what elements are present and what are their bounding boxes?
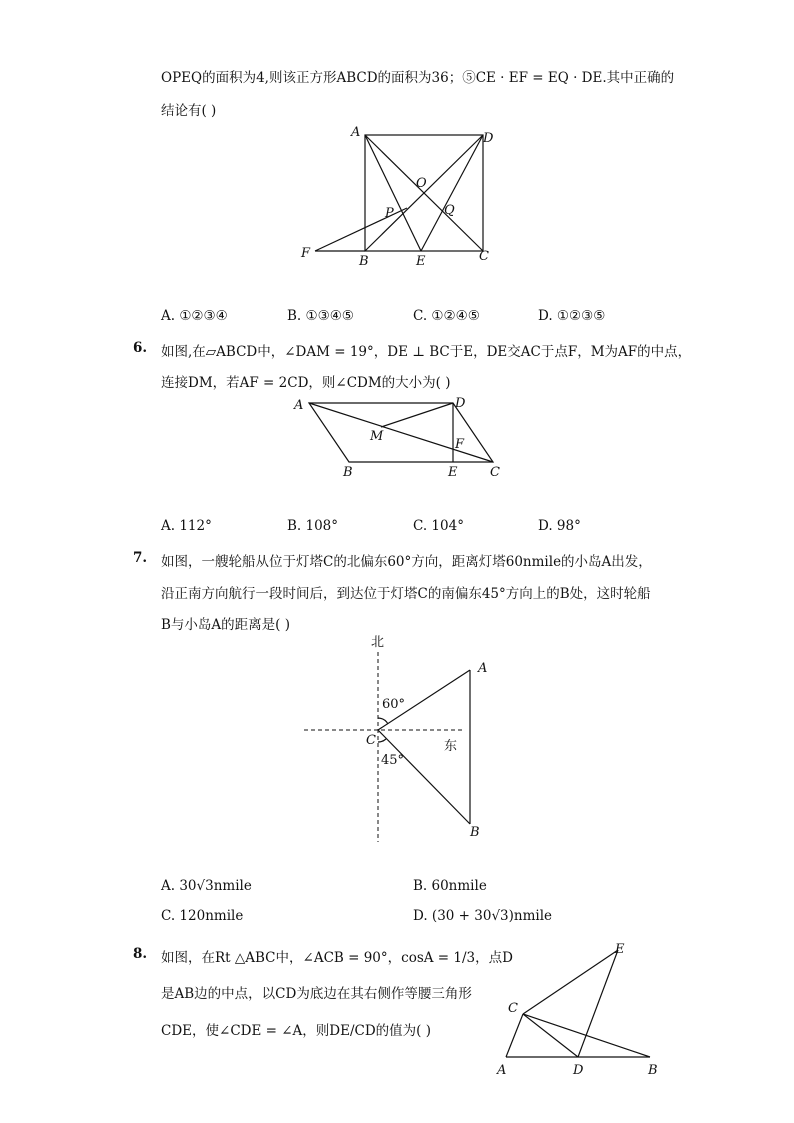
label-E: E [615, 942, 625, 957]
q7-text-line2: 沿正南方向航行一段时间后，到达位于灯塔C的南偏东45°方向上的B处，这时轮船 [161, 586, 651, 602]
q6-option-c[interactable]: C. 104° [413, 518, 464, 534]
q5-option-c[interactable]: C. ①②④⑤ [413, 308, 480, 324]
angle-60-label: 60° [382, 697, 406, 712]
label-B: B [470, 825, 480, 840]
q6-number: 6. [133, 340, 148, 356]
q5-option-a[interactable]: A. ①②③④ [161, 308, 228, 324]
q6-option-b[interactable]: B. 108° [287, 518, 339, 534]
label-O: O [416, 176, 427, 191]
q5-square-figure [295, 120, 505, 270]
q6-option-d[interactable]: D. 98° [538, 518, 581, 534]
angle-45-label: 45° [381, 753, 405, 768]
label-A: A [478, 661, 488, 676]
label-A: A [497, 1063, 507, 1078]
label-F: F [455, 437, 465, 452]
label-E: E [448, 465, 458, 480]
q6-parallelogram-figure [285, 392, 515, 484]
label-E: E [416, 254, 426, 269]
label-C: C [508, 1001, 518, 1016]
q7-option-b[interactable]: B. 60nmile [413, 878, 487, 894]
q6-text-line1: 如图,在▱ABCD中，∠DAM = 19°，DE ⊥ BC于E，DE交AC于点F，M为AF的中点， [161, 344, 692, 360]
q6-text-line2: 连接DM，若AF = 2CD，则∠CDM的大小为( ) [161, 375, 451, 391]
label-C: C [366, 733, 376, 748]
q8-number: 8. [133, 946, 148, 962]
q7-option-c[interactable]: C. 120nmile [161, 908, 244, 924]
q8-text-line2: 是AB边的中点，以CD为底边在其右侧作等腰三角形 [161, 986, 472, 1002]
q5-text-line2: 结论有( ) [161, 103, 217, 119]
label-B: B [343, 465, 353, 480]
q7-option-d[interactable]: D. (30 + 30√3)nmile [413, 908, 553, 924]
q6-option-a[interactable]: A. 112° [161, 518, 212, 534]
label-M: M [370, 429, 384, 444]
label-P: P [385, 206, 394, 221]
q7-lighthouse-figure [300, 630, 500, 842]
q7-option-a[interactable]: A. 30√3nmile [161, 878, 252, 894]
north-label: 北 [371, 635, 385, 650]
q5-option-b[interactable]: B. ①③④⑤ [287, 308, 354, 324]
label-B: B [648, 1063, 658, 1078]
q8-text-line1: 如图，在Rt △ABC中，∠ACB = 90°，cosA = 1/3，点D [161, 950, 513, 966]
label-A: A [351, 125, 361, 140]
label-A: A [294, 398, 304, 413]
label-D: D [573, 1063, 584, 1078]
q8-text-line3: CDE，使∠CDE = ∠A，则DE/CD的值为( ) [161, 1023, 431, 1039]
q5-text-line1: OPEQ的面积为4,则该正方形ABCD的面积为36；⑤CE · EF = EQ · DE.其中正确的 [161, 70, 675, 86]
q8-triangle-figure [490, 936, 670, 1082]
q5-option-d[interactable]: D. ①②③⑤ [538, 308, 606, 324]
label-D: D [483, 131, 494, 146]
label-Q: Q [444, 203, 455, 218]
label-B: B [359, 254, 369, 269]
q7-number: 7. [133, 550, 148, 566]
q7-text-line3: B与小岛A的距离是( ) [161, 617, 290, 633]
label-D: D [455, 396, 466, 411]
label-F: F [301, 246, 311, 261]
label-C: C [479, 249, 489, 264]
label-C: C [490, 465, 500, 480]
east-label: 东 [444, 739, 458, 754]
q7-text-line1: 如图，一艘轮船从位于灯塔C的北偏东60°方向，距离灯塔60nmile的小岛A出发， [161, 554, 652, 570]
